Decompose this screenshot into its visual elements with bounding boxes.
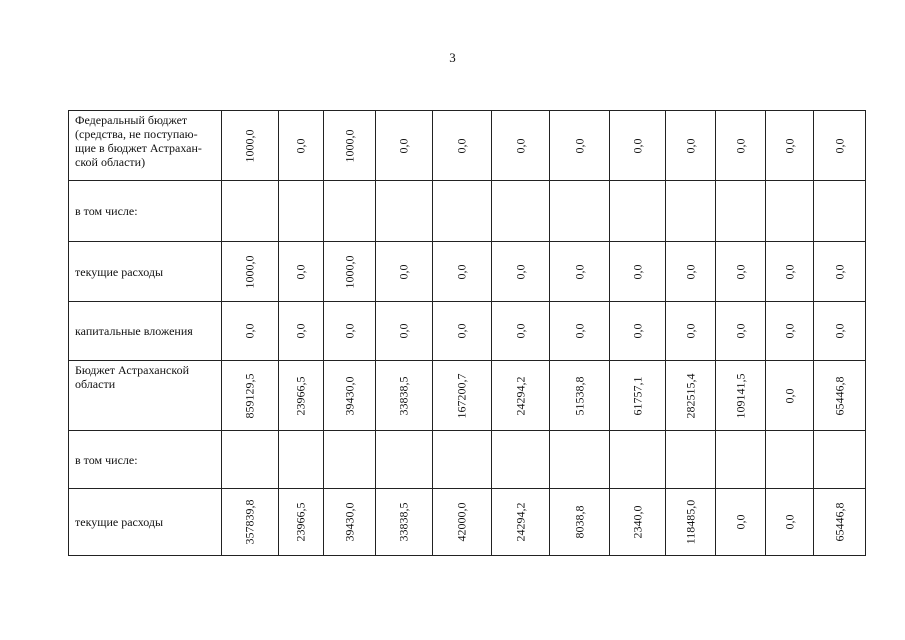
cell-value: 0,0 <box>782 264 796 279</box>
table-row <box>69 431 866 489</box>
value-cell <box>279 242 324 302</box>
value-cell <box>766 242 814 302</box>
cell-value: 8038,8 <box>572 505 586 539</box>
row-label: капитальные вложения <box>69 302 222 361</box>
cell-value: 0,0 <box>454 264 469 279</box>
cell-value: 0,0 <box>832 138 846 153</box>
value-cell <box>433 302 492 361</box>
cell-value: 0,0 <box>454 138 469 153</box>
value-cell <box>324 302 376 361</box>
value-cell <box>814 489 866 556</box>
row-label: Федеральный бюджет (средства, не поступаю-щие в бюджет Астрахан-ской области) <box>69 111 222 181</box>
row-label: Бюджет Астраханской области <box>69 361 222 431</box>
cell-value: 2340,0 <box>630 505 644 539</box>
value-cell <box>433 181 492 242</box>
value-cell <box>766 431 814 489</box>
cell-value: 61757,1 <box>630 376 644 415</box>
value-cell <box>324 242 376 302</box>
cell-value: 0,0 <box>733 323 747 339</box>
value-cell <box>814 361 866 431</box>
cell-value: 42000,0 <box>454 502 469 542</box>
cell-value: 0,0 <box>782 323 796 339</box>
value-cell <box>376 431 433 489</box>
value-cell <box>766 302 814 361</box>
value-cell <box>610 431 666 489</box>
value-cell <box>610 361 666 431</box>
value-cell <box>376 489 433 556</box>
cell-value: 39430,0 <box>342 502 356 542</box>
value-cell <box>716 361 766 431</box>
value-cell <box>716 431 766 489</box>
value-cell <box>492 242 550 302</box>
value-cell <box>814 431 866 489</box>
cell-value: 0,0 <box>454 323 469 339</box>
cell-value: 65446,8 <box>832 502 846 542</box>
value-cell <box>324 361 376 431</box>
value-cell <box>492 361 550 431</box>
table-row <box>69 489 866 556</box>
value-cell <box>279 181 324 242</box>
cell-value: 1000,0 <box>242 255 257 288</box>
value-cell <box>814 111 866 181</box>
value-cell <box>716 489 766 556</box>
page-number: 3 <box>449 50 456 65</box>
value-cell <box>550 489 610 556</box>
cell-value: 33838,5 <box>396 502 411 542</box>
value-cell <box>766 181 814 242</box>
value-cell <box>279 361 324 431</box>
table-row <box>69 181 866 242</box>
value-cell <box>279 111 324 181</box>
cell-value: 118485,0 <box>683 499 697 545</box>
cell-value: 23966,5 <box>293 502 308 542</box>
value-cell <box>376 361 433 431</box>
value-cell <box>666 111 716 181</box>
cell-value: 0,0 <box>782 138 796 153</box>
table-row <box>69 111 866 181</box>
value-cell <box>324 111 376 181</box>
value-cell <box>666 361 716 431</box>
value-cell <box>550 111 610 181</box>
cell-value: 282515,4 <box>683 373 697 418</box>
row-label: текущие расходы <box>69 242 222 302</box>
value-cell <box>324 489 376 556</box>
cell-value: 23966,5 <box>293 376 308 415</box>
cell-value: 0,0 <box>630 264 644 279</box>
table-row <box>69 361 866 431</box>
value-cell <box>666 489 716 556</box>
value-cell <box>766 361 814 431</box>
cell-value: 0,0 <box>293 323 308 339</box>
value-cell <box>376 302 433 361</box>
cell-value: 0,0 <box>683 323 697 339</box>
value-cell <box>550 242 610 302</box>
cell-value: 0,0 <box>396 323 411 339</box>
cell-value: 0,0 <box>572 264 586 279</box>
value-cell <box>222 489 279 556</box>
table-row <box>69 302 866 361</box>
value-cell <box>666 302 716 361</box>
value-cell <box>716 111 766 181</box>
value-cell <box>492 181 550 242</box>
value-cell <box>222 431 279 489</box>
budget-table <box>68 110 866 556</box>
value-cell <box>766 489 814 556</box>
value-cell <box>610 489 666 556</box>
cell-value: 0,0 <box>513 264 527 279</box>
row-label: в том числе: <box>69 181 222 242</box>
value-cell <box>716 181 766 242</box>
value-cell <box>279 431 324 489</box>
value-cell <box>376 111 433 181</box>
cell-value: 0,0 <box>396 138 411 153</box>
value-cell <box>433 489 492 556</box>
value-cell <box>222 181 279 242</box>
row-label: в том числе: <box>69 431 222 489</box>
value-cell <box>550 302 610 361</box>
cell-value: 109141,5 <box>733 373 747 418</box>
value-cell <box>666 431 716 489</box>
cell-value: 0,0 <box>782 514 796 530</box>
cell-value: 51538,8 <box>572 376 586 415</box>
cell-value: 357839,8 <box>242 499 257 545</box>
cell-value: 1000,0 <box>242 129 257 162</box>
value-cell <box>814 181 866 242</box>
value-cell <box>492 489 550 556</box>
cell-value: 0,0 <box>630 323 644 339</box>
value-cell <box>666 181 716 242</box>
cell-value: 1000,0 <box>342 129 356 162</box>
value-cell <box>814 302 866 361</box>
value-cell <box>716 242 766 302</box>
cell-value: 0,0 <box>733 138 747 153</box>
value-cell <box>766 111 814 181</box>
value-cell <box>222 242 279 302</box>
cell-value: 0,0 <box>242 323 257 339</box>
cell-value: 0,0 <box>733 264 747 279</box>
value-cell <box>492 431 550 489</box>
cell-value: 0,0 <box>513 138 527 153</box>
cell-value: 65446,8 <box>832 376 846 415</box>
value-cell <box>433 361 492 431</box>
value-cell <box>279 302 324 361</box>
cell-value: 1000,0 <box>342 255 356 288</box>
cell-value: 0,0 <box>572 138 586 153</box>
value-cell <box>814 242 866 302</box>
value-cell <box>492 302 550 361</box>
value-cell <box>324 431 376 489</box>
table-row <box>69 242 866 302</box>
cell-value: 24294,2 <box>513 502 527 542</box>
value-cell <box>666 242 716 302</box>
value-cell <box>550 181 610 242</box>
cell-value: 0,0 <box>396 264 411 279</box>
cell-value: 0,0 <box>293 138 308 153</box>
cell-value: 0,0 <box>630 138 644 153</box>
cell-value: 0,0 <box>683 138 697 153</box>
value-cell <box>610 181 666 242</box>
value-cell <box>433 431 492 489</box>
cell-value: 0,0 <box>342 323 356 339</box>
cell-value: 0,0 <box>733 514 747 530</box>
cell-value: 0,0 <box>782 388 796 403</box>
cell-value: 0,0 <box>832 264 846 279</box>
value-cell <box>222 361 279 431</box>
value-cell <box>376 181 433 242</box>
value-cell <box>550 361 610 431</box>
cell-value: 0,0 <box>513 323 527 339</box>
cell-value: 39430,0 <box>342 376 356 415</box>
cell-value: 0,0 <box>832 323 846 339</box>
value-cell <box>222 111 279 181</box>
value-cell <box>610 111 666 181</box>
value-cell <box>492 111 550 181</box>
value-cell <box>279 489 324 556</box>
cell-value: 33838,5 <box>396 376 411 415</box>
cell-value: 0,0 <box>572 323 586 339</box>
value-cell <box>550 431 610 489</box>
cell-value: 0,0 <box>293 264 308 279</box>
value-cell <box>433 242 492 302</box>
value-cell <box>610 242 666 302</box>
cell-value: 167200,7 <box>454 373 469 418</box>
value-cell <box>610 302 666 361</box>
value-cell <box>716 302 766 361</box>
row-label: текущие расходы <box>69 489 222 556</box>
cell-value: 859129,5 <box>242 373 257 418</box>
value-cell <box>222 302 279 361</box>
cell-value: 24294,2 <box>513 376 527 415</box>
value-cell <box>376 242 433 302</box>
cell-value: 0,0 <box>683 264 697 279</box>
value-cell <box>433 111 492 181</box>
value-cell <box>324 181 376 242</box>
